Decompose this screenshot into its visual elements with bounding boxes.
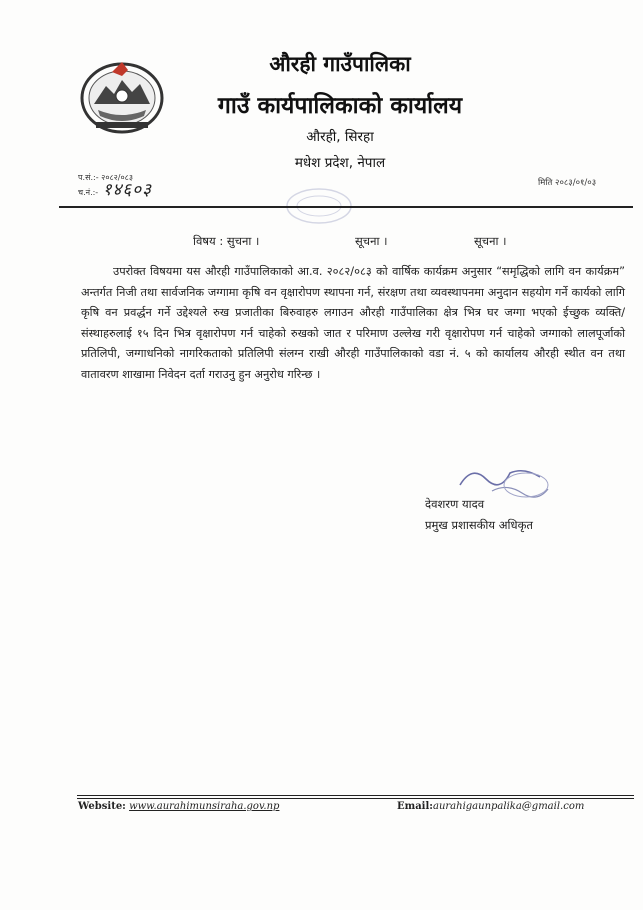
dispatch-label: च.नं.:- [78,188,99,197]
website-label: Website: [78,801,126,812]
office-name: गाउँ कार्यपालिकाको कार्यालय [217,93,463,119]
website-link[interactable]: www.aurahimunsiraha.gov.np [129,801,280,812]
letter-date: मिति २०८३/०१/०३ [538,178,597,188]
municipality-name: औरही गाउँपालिका [269,52,411,76]
nepal-emblem-icon [76,58,168,138]
subject-repeat-2: सूचना । [474,234,507,248]
dispatch-number: १४६०३ [102,180,152,200]
footer-divider [77,795,634,796]
footer-email [397,801,584,812]
signatory-title: प्रमुख प्रशासकीय अधिकृत [425,518,533,532]
email-label: Email: [397,801,433,812]
office-province: मधेश प्रदेश, नेपाल [294,155,386,171]
reference-block [78,172,152,199]
footer-website [78,801,279,812]
subject-label: विषय : सुचना । [193,234,260,248]
email-link[interactable]: aurahigaunpalika@gmail.com [432,801,585,812]
letter-number: प.सं.:- २०८२/०८३ [78,173,133,182]
dispatch-number-row [78,180,152,200]
footer-divider-secondary [77,798,634,799]
subject-repeat-1: सूचना । [355,234,388,248]
signatory-name: देवशरण यादव [425,497,485,511]
notice-paragraph: उपरोक्त विषयमा यस औरही गाउँपालिकाको आ.व. २०८२/०८३ को वार्षिक कार्यक्रम अनुसार “समृद्धिको लागि वन कार्यक्रम” अन्तर्गत निजी तथा सार्वजनिक जग्गामा कृषि वन वृक्षारोपण स्थापना गर्न, संरक्षण तथा व्यवस्थापनमा अनुदान सहयोग गर्ने कार्यको लागि कृषि वन प्रवर्द्धन गर्ने उद्देश्यले रुख प्रजातीका बिरुवाहरु लगाउन औरही गाउँपालिका क्षेत्र भित्र घर जग्गा भएको ईच्छुक व्यक्ति/संस्थाहरुलाई १५ दिन भित्र वृक्षारोपण गर्न चाहेको रुखको जात र परिमाण उल्लेख गरी वृक्षारोपण गर्न चाहेको जग्गाको लालपूर्जाको प्रतिलिपी, जग्गाधनिको नागरिकताको प्रतिलिपी संलग्न राखी औरही गाउँपालिकाको वडा नं. ५ को कार्यालय औरही स्थीत वन तथा वातावरण शाखामा निवेदन दर्ता गराउनु हुन अनुरोध गरिन्छ । [81,265,625,381]
office-location: औरही, सिरहा [306,129,374,145]
notice-body [81,262,625,385]
header-divider [59,206,633,208]
